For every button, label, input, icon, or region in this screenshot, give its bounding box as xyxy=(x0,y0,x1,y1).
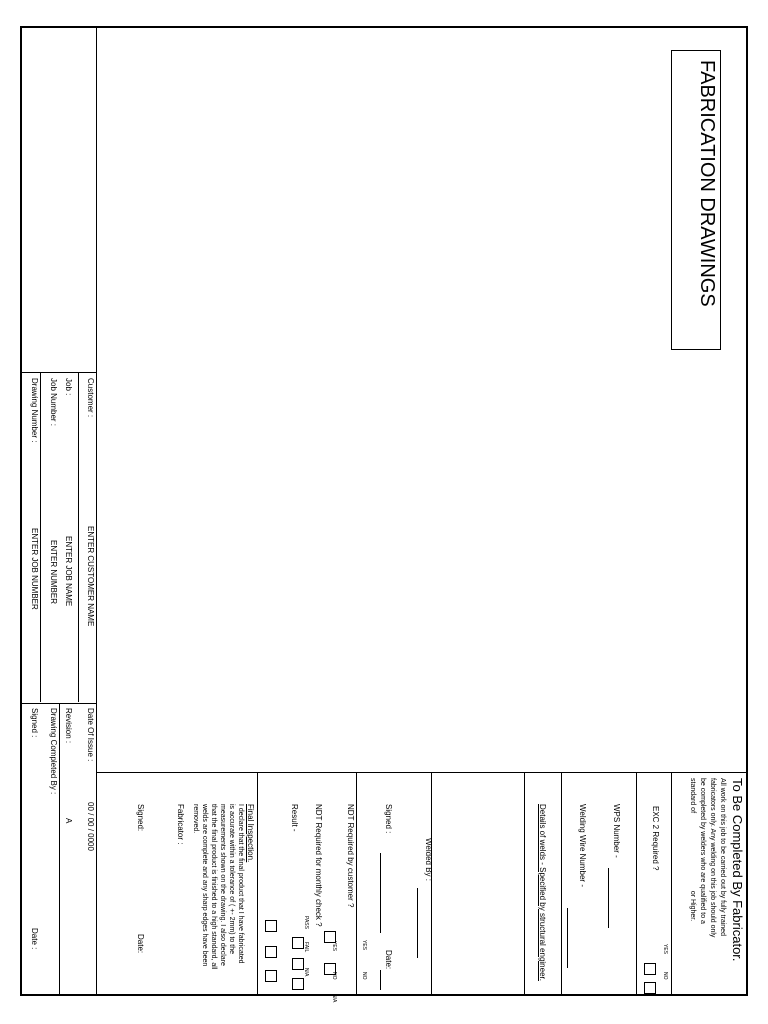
final-inspection-heading: Final Inspection. xyxy=(246,804,255,863)
divider-fabricator-top xyxy=(96,772,748,773)
fabricator-label: Fabricator : xyxy=(176,804,185,845)
final-line-5: welds are complete and any sharp edges have been xyxy=(201,804,208,967)
welds-signed-line xyxy=(380,853,381,933)
job-label: Job : xyxy=(64,378,73,396)
revision-label: Revision : xyxy=(64,708,73,744)
divider-fab-1 xyxy=(671,772,672,994)
ndt-customer-label: NDT Required by customer ? xyxy=(346,804,355,908)
final-line-1: I declare that the final product that I have fabricated xyxy=(237,804,244,964)
drawing-number-value: ENTER JOB NUMBER xyxy=(30,528,39,610)
welded-by-line xyxy=(417,888,418,958)
welds-date-label: Date: xyxy=(384,950,393,970)
divider-fab-7 xyxy=(257,772,258,994)
divider-job xyxy=(40,372,41,702)
fabricator-note-1: All work on this job to be carried out by fully trained xyxy=(719,778,726,936)
divider-fab-5 xyxy=(431,772,432,994)
welds-details: Details of welds - Specified by structural engineer. xyxy=(538,804,547,981)
date-label: Date : xyxy=(30,928,39,950)
ndt-monthly-no-label: NO xyxy=(331,972,337,980)
ndt-monthly-label: NDT Required for monthly check ? xyxy=(314,804,323,927)
final-line-6: removed. xyxy=(192,804,199,834)
customer-label: Customer : xyxy=(86,378,95,418)
wire-label: Welding Wire Number - xyxy=(578,804,587,887)
job-number-label: Job Number : xyxy=(49,378,58,427)
date-issue-label: Date Of Issue : xyxy=(86,708,95,762)
divider-fab-4 xyxy=(524,772,525,994)
job-value: ENTER JOB NAME xyxy=(64,536,73,607)
exc-no-label: NO xyxy=(662,972,668,980)
result-label: Result - xyxy=(290,804,299,832)
fabricator-note-2: fabricators only. Any welding on this job should only xyxy=(709,778,716,938)
wps-line xyxy=(608,868,609,928)
final-date-label: Date: xyxy=(136,934,145,954)
exc-yes-label: YES xyxy=(662,944,668,955)
result-na-checkbox[interactable] xyxy=(265,970,277,982)
welded-by-label: Welded By : xyxy=(424,838,433,881)
divider-job-number xyxy=(59,703,60,994)
welds-signed-label: Signed : xyxy=(384,804,393,834)
result-na-label: N/A xyxy=(303,968,309,977)
final-line-3: measurements shown on the drawing. I also declare xyxy=(219,804,226,966)
ndt-customer-yes-label: YES xyxy=(361,940,367,951)
divider-title-block xyxy=(78,372,79,702)
fabricator-note-3: be completed by welders who are qualified to a xyxy=(699,778,706,924)
drawing-number-label: Drawing Number : xyxy=(30,378,39,443)
final-line-2: is accurate within a tolerance of ( +- 2mm) to the xyxy=(228,804,235,954)
ndt-monthly-na-label: N/A xyxy=(331,994,337,1003)
revision-value: A xyxy=(64,818,73,824)
fabricator-heading: To Be Completed By Fabricator. xyxy=(730,778,745,962)
result-fail-label: FAIL xyxy=(303,942,309,953)
result-pass-label: PASS xyxy=(303,916,309,929)
divider-fab-2 xyxy=(636,772,637,994)
wire-line xyxy=(567,908,568,968)
job-number-value: ENTER NUMBER xyxy=(49,540,58,605)
page-title: FABRICATION DRAWINGS xyxy=(696,60,718,307)
final-line-4: that the final product is finished to a high standard, all xyxy=(210,804,217,970)
ndt-monthly-yes-label: YES xyxy=(331,941,337,952)
drawing-completed-label: Drawing Completed By : xyxy=(49,708,58,795)
wps-label: WPS Number - xyxy=(612,804,621,858)
drawing-frame xyxy=(20,26,748,1003)
divider-fab-3 xyxy=(561,772,562,994)
date-issue-value: 00 / 00 / 0000 xyxy=(86,802,95,851)
welds-date-line xyxy=(380,970,381,990)
customer-value: ENTER CUSTOMER NAME xyxy=(86,526,95,627)
result-fail-checkbox[interactable] xyxy=(265,946,277,958)
divider-title-block-top xyxy=(22,372,96,373)
divider-left-panel xyxy=(96,28,97,994)
result-pass-checkbox[interactable] xyxy=(265,920,277,932)
ndt-monthly-na-checkbox[interactable] xyxy=(292,978,304,990)
signed-label: Signed : xyxy=(30,708,39,738)
exc-label: EXC 2 Required ? xyxy=(651,806,660,871)
fabricator-note-4: standard of or Higher. xyxy=(689,778,696,922)
divider-fab-6 xyxy=(356,772,357,994)
ndt-customer-no-label: NO xyxy=(361,972,367,980)
final-signed-label: Signed: xyxy=(136,804,145,832)
divider-title-block-mid xyxy=(22,703,96,704)
exc-no-checkbox[interactable] xyxy=(644,982,656,994)
exc-yes-checkbox[interactable] xyxy=(644,963,656,975)
